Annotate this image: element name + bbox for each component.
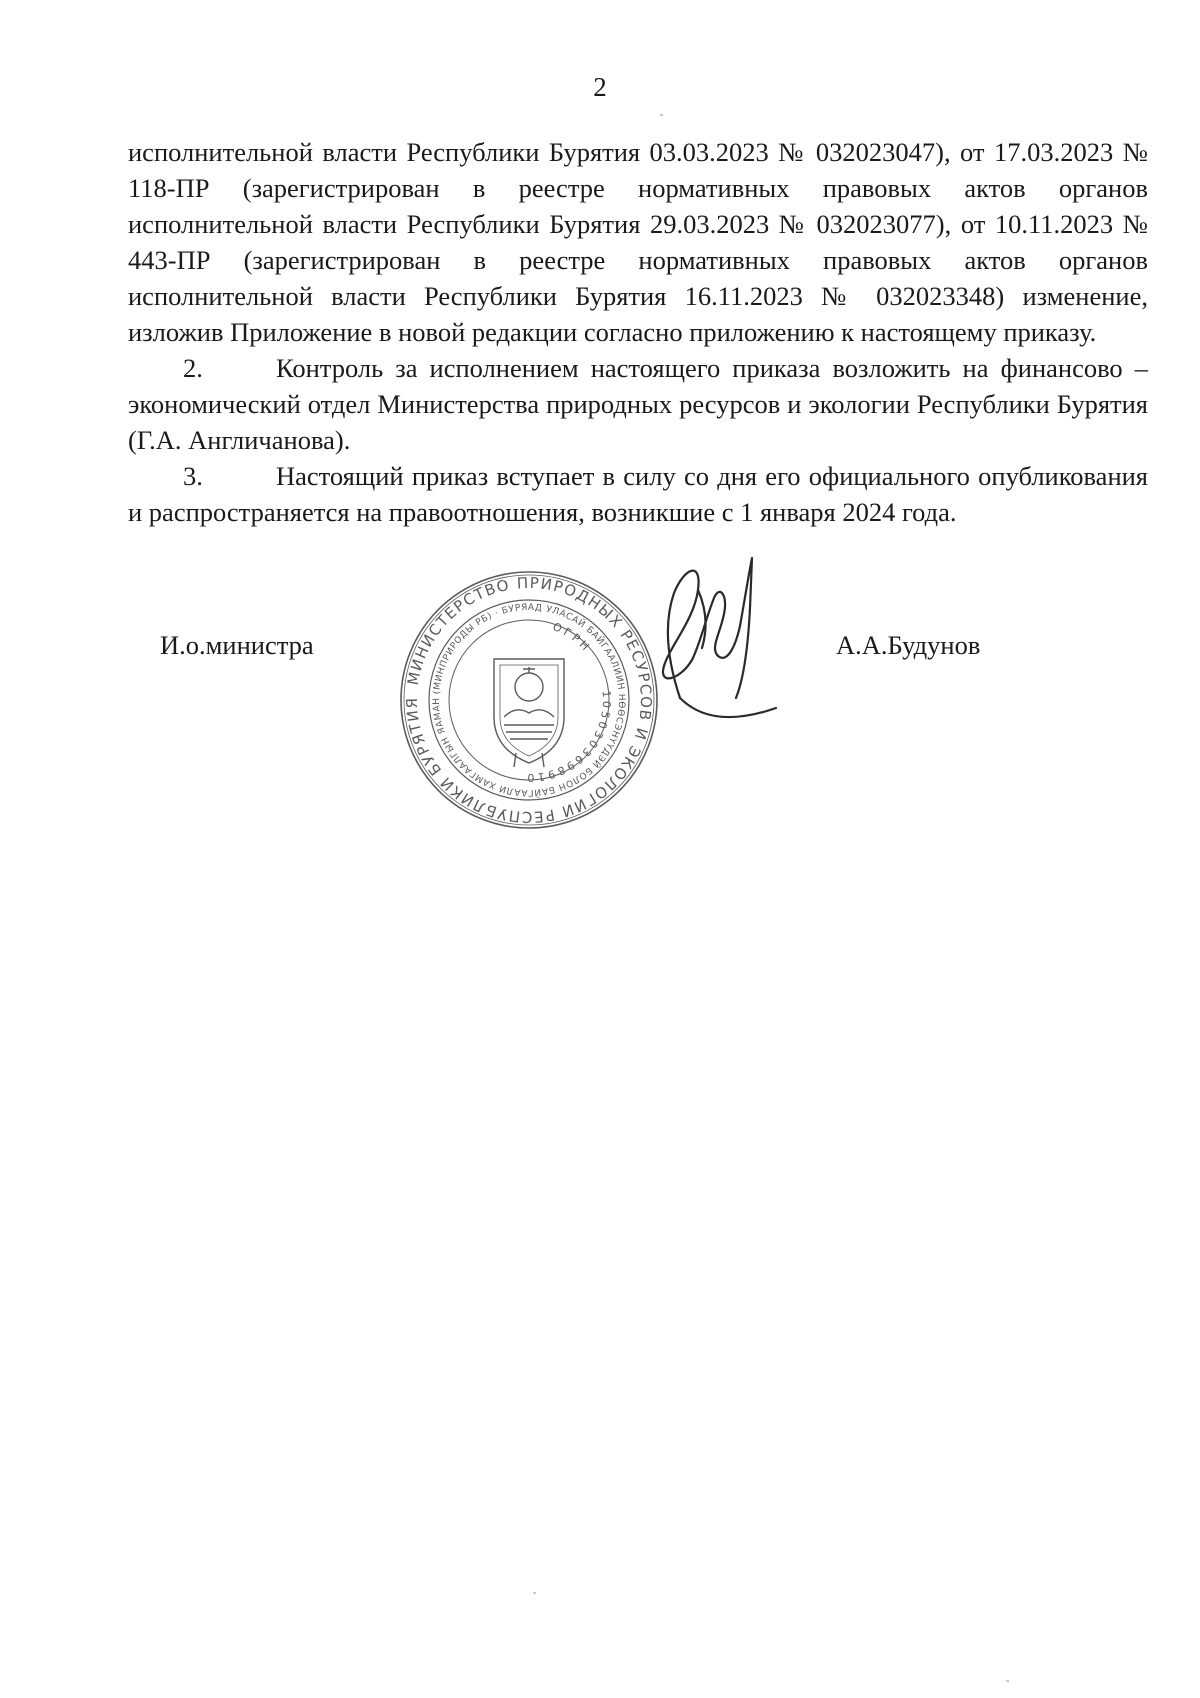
scan-speck — [1006, 1680, 1009, 1682]
paragraph-number: 3. — [183, 461, 203, 491]
stamp-inner-text: (МИНПРИРОДЫ РБ) · БУРЯАД УЛАСАЙ БАЙГААЛИИН НӨӨСЭНҮҮДЭЙ БОЛОН БАЙГААЛИ ХАМГААЛГЫН ЯАМАН — [431, 602, 627, 798]
paragraph-continuation — [128, 134, 1148, 350]
signer-name: А.А.Будунов — [836, 630, 981, 660]
paragraph-text: Контроль за исполнением настоящего приказа возложить на финансово – экономический отдел Министерства природных ресурсов и экологии Республики Бурятия (Г.А. Англичанова). — [128, 353, 1148, 455]
coat-of-arms-emblem — [494, 659, 564, 767]
paragraph-number: 2. — [183, 353, 203, 383]
scan-speck — [660, 114, 663, 116]
stamp-ogrn-label: ОГРН — [550, 620, 594, 656]
paragraph-2 — [128, 350, 1148, 458]
stamp-outer-text: МИНИСТЕРСТВО ПРИРОДНЫХ РЕСУРСОВ И ЭКОЛОГИИ РЕСПУБЛИКИ БУРЯТИЯ — [402, 573, 656, 827]
document-body — [128, 134, 1148, 530]
scan-speck — [533, 1592, 536, 1594]
handwritten-signature — [640, 548, 780, 738]
signer-role: И.о.министра — [160, 630, 314, 660]
paragraph-3 — [128, 458, 1148, 530]
paragraph-text: исполнительной власти Республики Бурятия 03.03.2023 № 032023047), от 17.03.2023 № 118-ПР (зарегистрирован в реестре нормативных правовых актов органов исполнительной власти Республики Бурятия 29.03.2023 № 032023077), от 10.11.2023 № 443-ПР (зарегистрирован в реестре нормативных правовых актов органов исполнительной власти Республики Бурятия 16.11.2023 № 032023348) изменение, изложив Приложение в новой редакции согласно приложению к настоящему приказу. — [128, 137, 1148, 347]
stamp-ogrn-value: 1050303698910 — [524, 690, 614, 785]
paragraph-text: Настоящий приказ вступает в силу со дня его официального опубликования и распространяется на правоотношения, возникшие с 1 января 2024 года. — [128, 461, 1148, 527]
page-number: 2 — [593, 72, 607, 102]
official-stamp — [396, 567, 662, 833]
